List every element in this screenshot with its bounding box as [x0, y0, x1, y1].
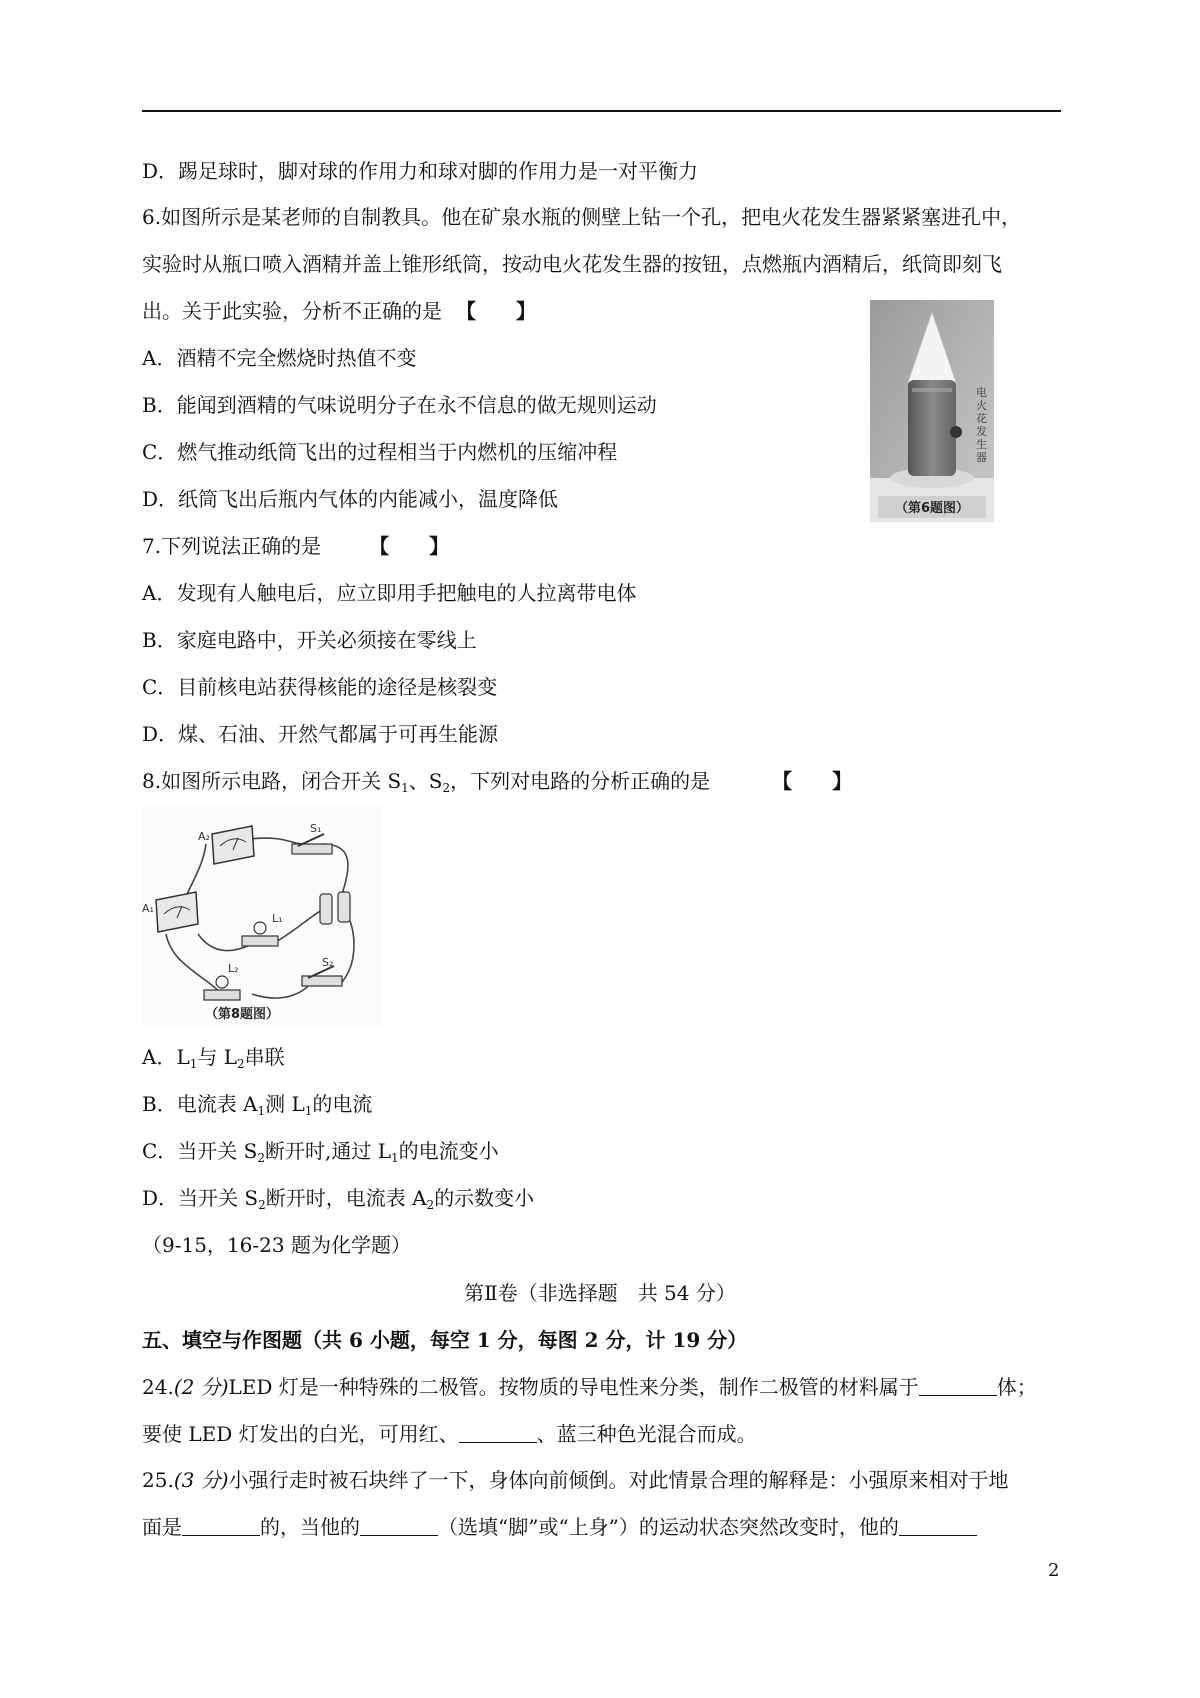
q6-option-d: D．纸筒飞出后瓶内气体的内能减小，温度降低	[142, 487, 559, 511]
answer-bracket: 【 】	[772, 769, 853, 793]
subscript: 2	[237, 1057, 245, 1071]
q8-stem-text-2: 、S	[408, 769, 443, 793]
subscript: 1	[257, 1104, 266, 1118]
q24-text-4: 、蓝三种色光混合而成。	[536, 1422, 757, 1446]
q8-b-text-3: 的电流	[312, 1092, 373, 1116]
q25-text-4: （选填“脚”或“上身”）的运动状态突然改变时，他的	[438, 1515, 899, 1539]
label-a1: A₁	[142, 902, 154, 915]
subscript: 2	[257, 1151, 266, 1165]
q8-stem-text-1: 8.如图所示电路，闭合开关 S	[142, 769, 402, 793]
q6-stem-line-3	[142, 299, 536, 323]
q8-c-text-3: 的电流变小	[398, 1139, 499, 1163]
subscript: 2	[258, 1198, 266, 1212]
q8-a-text-3: 串联	[244, 1045, 285, 1069]
q5-option-d: D．踢足球时，脚对球的作用力和球对脚的作用力是一对平衡力	[142, 159, 699, 183]
ammeter-a1-icon	[156, 892, 198, 932]
header-rule	[142, 110, 1061, 112]
q24-line-1	[142, 1375, 1037, 1399]
q24-text-1: LED 灯是一种特殊的二极管。按物质的导电性来分类，制作二极管的材料属于	[228, 1375, 919, 1399]
label-l1: L₁	[272, 912, 283, 925]
subscript: 1	[304, 1104, 313, 1118]
label-a2: A₂	[198, 830, 210, 843]
q25-text-1: 小强行走时被石块绊了一下，身体向前倾倒。对此情景合理的解释是：小强原来相对于地	[228, 1468, 1009, 1492]
q25-line-2	[142, 1515, 977, 1539]
q25-number: 25.	[142, 1468, 174, 1492]
q8-stem-line	[142, 769, 852, 793]
q6-figure-label: 电 火 花 发 生 器	[976, 386, 987, 464]
subscript: 1	[401, 781, 409, 795]
q8-d-text-3: 的示数变小	[434, 1186, 535, 1210]
subscript: 2	[442, 781, 451, 795]
fill-blank	[919, 1377, 997, 1396]
q7-option-b: B．家庭电路中，开关必须接在零线上	[142, 628, 477, 652]
q6-figure-bottle-photo	[870, 300, 994, 522]
q7-option-c: C．目前核电站获得核能的途径是核裂变	[142, 675, 498, 699]
q6-option-c: C．燃气推动纸筒飞出的过程相当于内燃机的压缩冲程	[142, 440, 618, 464]
q8-d-text-1: D．当开关 S	[142, 1186, 259, 1210]
q8-option-a	[142, 1045, 285, 1069]
q8-figure-caption: （第8题图）	[204, 1007, 280, 1022]
q6-stem-line-2: 实验时从瓶口喷入酒精并盖上锥形纸筒，按动电火花发生器的按钮，点燃瓶内酒精后，纸筒即刻飞	[142, 252, 1002, 276]
q8-c-text-1: C．当开关 S	[142, 1139, 258, 1163]
fill-blank	[182, 1517, 260, 1536]
label-s2: S₂	[322, 956, 334, 969]
q6-option-b: B．能闻到酒精的气味说明分子在永不信息的做无规则运动	[142, 393, 657, 417]
q7-option-a: A．发现有人触电后，应立即用手把触电的人拉离带电体	[142, 581, 637, 605]
fill-blank	[459, 1424, 537, 1443]
q8-c-text-2: 断开时,通过 L	[265, 1139, 392, 1163]
q8-option-c	[142, 1139, 499, 1163]
label-l2: L₂	[228, 962, 239, 975]
answer-bracket: 【 】	[369, 534, 450, 558]
subscript: 1	[391, 1151, 399, 1165]
q24-text-3: 要使 LED 灯发出的白光，可用红、	[142, 1422, 459, 1446]
q7-stem-text: 7.下列说法正确的是	[142, 534, 322, 558]
q6-stem-text: 出。关于此实验，分析不正确的是	[142, 299, 442, 323]
q8-b-text-2: 测 L	[265, 1092, 305, 1116]
q24-score: (2 分)	[173, 1375, 229, 1399]
fill-blank	[899, 1517, 977, 1536]
q8-stem-text-3: ，下列对电路的分析正确的是	[450, 769, 711, 793]
subscript: 2	[426, 1198, 435, 1212]
q25-text-3: 的，当他的	[260, 1515, 360, 1539]
q8-figure-circuit	[142, 804, 382, 1026]
q6-stem-line-1: 6.如图所示是某老师的自制教具。他在矿泉水瓶的侧壁上钻一个孔，把电火花发生器紧紧塞进孔中，	[142, 205, 1022, 229]
q6-figure-caption: （第6题图）	[894, 501, 970, 516]
q24-number: 24.	[142, 1375, 174, 1399]
q7-stem-line	[142, 534, 449, 558]
part2-title: 第Ⅱ卷（非选择题 共 54 分）	[464, 1281, 736, 1305]
chemistry-note: （9-15，16-23 题为化学题）	[142, 1233, 411, 1257]
q8-option-b	[142, 1092, 372, 1116]
q8-a-text-2: 与 L	[197, 1045, 238, 1069]
q25-score: (3 分)	[173, 1468, 229, 1492]
q8-d-text-2: 断开时，电流表 A	[265, 1186, 427, 1210]
subscript: 1	[189, 1057, 198, 1071]
q25-text-2: 面是	[142, 1515, 182, 1539]
q8-a-text-1: A．L	[142, 1045, 190, 1069]
label-s1: S₁	[310, 822, 322, 835]
answer-bracket: 【 】	[456, 299, 536, 323]
section5-title: 五、填空与作图题（共 6 小题，每空 1 分，每图 2 分，计 19 分）	[142, 1328, 748, 1352]
q25-line-1	[142, 1468, 1009, 1492]
q7-option-d: D．煤、石油、开然气都属于可再生能源	[142, 722, 499, 746]
page-number: 2	[1048, 1560, 1060, 1581]
q24-text-2: 体；	[996, 1375, 1037, 1399]
q6-option-a: A．酒精不完全燃烧时热值不变	[142, 346, 417, 370]
q8-b-text-1: B．电流表 A	[142, 1092, 258, 1116]
q24-line-2	[142, 1422, 757, 1446]
fill-blank	[360, 1517, 438, 1536]
q8-option-d	[142, 1186, 534, 1210]
spark-generator-icon	[950, 426, 962, 438]
